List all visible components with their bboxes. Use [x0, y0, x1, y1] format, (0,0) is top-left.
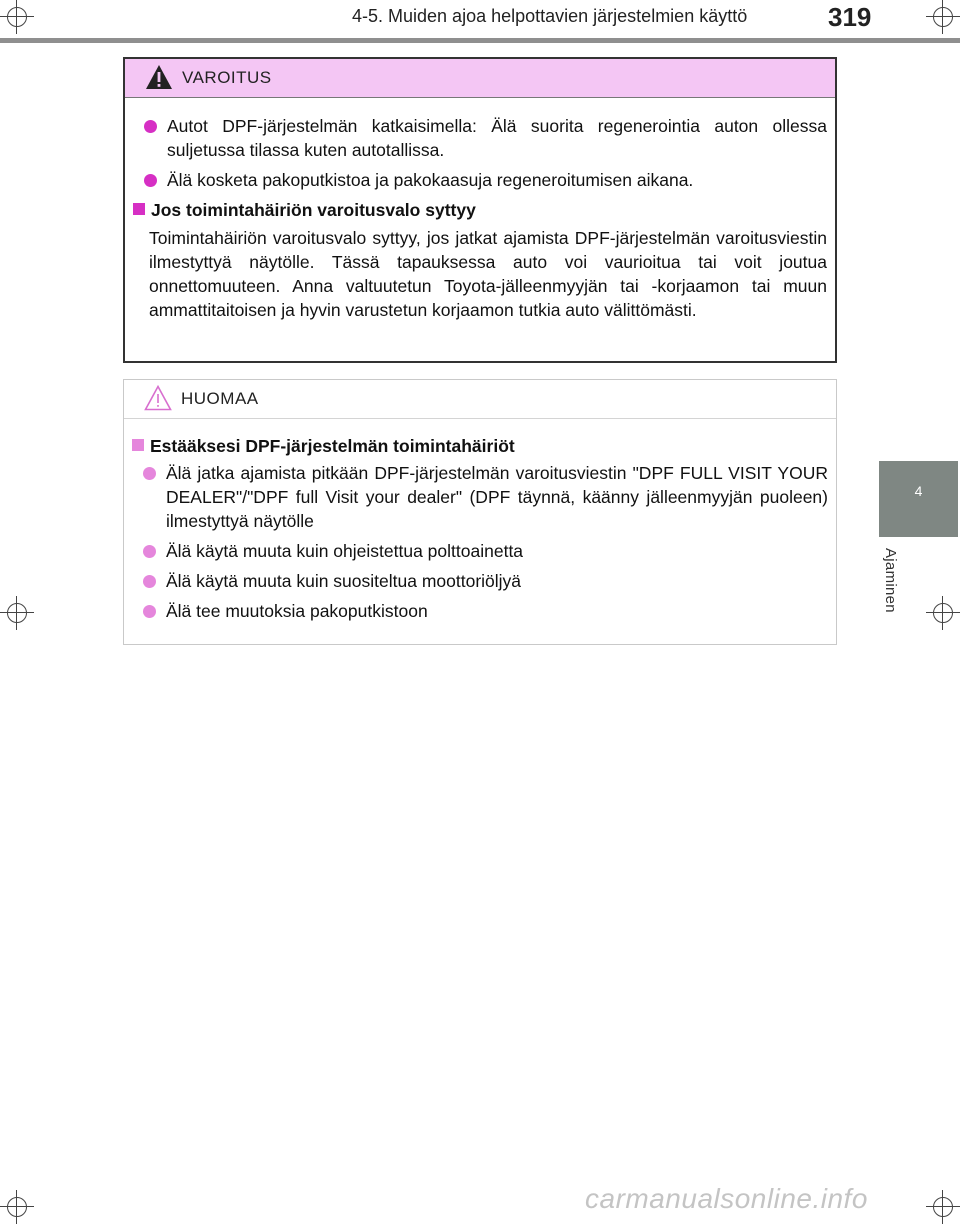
warning-label: VAROITUS — [182, 68, 272, 87]
caution-triangle-outline-icon — [143, 384, 173, 412]
square-bullet-icon — [132, 439, 144, 451]
header-rule — [0, 38, 960, 43]
notice-subheading: Estääksesi DPF-järjestelmän toimintahäiriöt — [124, 434, 828, 458]
warning-triangle-icon — [144, 63, 174, 91]
crop-mark-mid-right — [926, 596, 960, 630]
warning-paragraph: Toimintahäiriön varoitusvalo syttyy, jos jatkat ajamista DPF-järjestelmän varoitusviestin ilmestyttyä näytölle. Tässä tapauksessa auto voi vaurioitua tai voit joutua onnettomuuteen. Anna valtuutetun Toyota-jälleenmyyjän tai -korjaamon tai muun ammattitaitoisen ja hyvin varustetun korjaamon tutkia auto välittömästi. — [149, 228, 827, 320]
bullet-dot-icon — [144, 120, 157, 133]
crop-mark-bottom-right — [926, 1190, 960, 1224]
chapter-number: 4 — [914, 483, 923, 499]
chapter-label: Ajaminen — [882, 548, 899, 613]
notice-box — [123, 379, 837, 645]
notice-bullet: Älä tee muutoksia pakoputkistoon — [124, 599, 828, 623]
crop-mark-top-right — [926, 0, 960, 34]
notice-label: HUOMAA — [181, 389, 259, 408]
warning-header — [125, 59, 835, 98]
bullet-dot-icon — [143, 605, 156, 618]
bullet-dot-icon — [143, 575, 156, 588]
crop-mark-mid-left — [0, 596, 34, 630]
notice-bullet: Älä käytä muuta kuin ohjeistettua polttoainetta — [124, 539, 828, 563]
warning-subheading: Jos toimintahäiriön varoitusvalo syttyy — [125, 198, 827, 222]
square-bullet-icon — [133, 203, 145, 215]
footer-watermark: carmanualsonline.info — [585, 1183, 868, 1214]
crop-mark-top-left — [0, 0, 34, 34]
bullet-dot-icon — [143, 545, 156, 558]
chapter-tab[interactable] — [879, 461, 958, 537]
warning-bullet: Älä kosketa pakoputkistoa ja pakokaasuja regeneroitumisen aikana. — [125, 168, 827, 192]
section-title: 4-5. Muiden ajoa helpottavien järjestelmien käyttö — [352, 6, 748, 26]
notice-bullet: Älä jatka ajamista pitkään DPF-järjestelmän varoitusviestin "DPF FULL VISIT YOUR DEALER"/"DPF full Visit your dealer" (DPF täynnä, käänny jälleenmyyjän puoleen) ilmestyttyä näytölle — [124, 461, 828, 533]
page-number: 319 — [828, 2, 872, 32]
notice-header — [124, 380, 836, 419]
warning-bullet: Autot DPF-järjestelmän katkaisimella: Älä suorita regenerointia auton ollessa suljetussa tilassa kuten autotallissa. — [125, 114, 827, 162]
bullet-dot-icon — [143, 467, 156, 480]
bullet-dot-icon — [144, 174, 157, 187]
notice-bullet: Älä käytä muuta kuin suositeltua moottoriöljyä — [124, 569, 828, 593]
crop-mark-bottom-left — [0, 1190, 34, 1224]
warning-box — [123, 57, 837, 363]
